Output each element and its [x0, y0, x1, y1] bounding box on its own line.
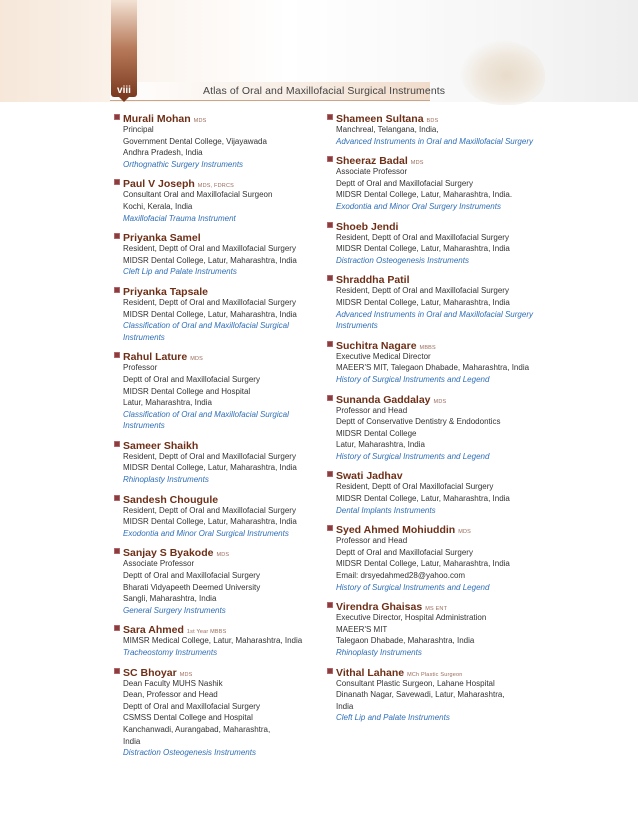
contributor-affiliation: MIDSR Dental College [336, 428, 417, 438]
bullet-icon [327, 222, 333, 228]
contributor-chapter: Cleft Lip and Palate Instruments [123, 267, 237, 277]
contributor-affiliation: Kanchanwadi, Aurangabad, Maharashtra, [123, 724, 271, 734]
contributor-entry [336, 468, 566, 516]
contributor-affiliation: Latur, Maharashtra, India [123, 398, 212, 408]
contributor-affiliation: Associate Professor [123, 559, 195, 569]
contributor-degree: MDS [179, 671, 193, 678]
contributor-heading [336, 338, 566, 351]
contributor-chapter: Distraction Osteogenesis Instruments [123, 748, 256, 758]
header-rule [110, 100, 430, 101]
contributor-degree: MDS, FDRCS [197, 183, 235, 190]
contributor-chapter: Distraction Osteogenesis Instruments [336, 255, 469, 265]
bullet-icon [327, 341, 333, 347]
bullet-icon [327, 114, 333, 120]
contributor-heading [336, 522, 566, 535]
contributor-heading [123, 622, 317, 635]
contributor-chapter: General Surgery Instruments [123, 605, 226, 615]
bullet-icon [114, 495, 120, 501]
contributor-entry [123, 349, 317, 432]
contributor-affiliation: Deptt of Oral and Maxillofacial Surgery [123, 374, 260, 384]
bullet-icon [327, 275, 333, 281]
bullet-icon [327, 156, 333, 162]
contributor-entry [123, 665, 317, 759]
contributor-heading [336, 392, 566, 405]
contributor-affiliation: Deptt of Oral and Maxillofacial Surgery [123, 701, 260, 711]
contributor-affiliation: MIDSR Dental College, Latur, Maharashtra, India [336, 494, 510, 504]
contributor-affiliation: MAEER'S MIT, Talegaon Dhabade, Maharashtra, India [336, 363, 530, 373]
contributor-chapter: Classification of Oral and Maxillofacial Surgical Instruments [123, 409, 289, 431]
page-number: viii [117, 85, 131, 96]
contributor-name: Sanjay S Byakode [123, 547, 214, 560]
bullet-icon [114, 233, 120, 239]
book-title: Atlas of Oral and Maxillofacial Surgical Instruments [203, 85, 446, 97]
contributor-degree: 1st Year MBBS [186, 629, 227, 636]
contributor-chapter: Orthognathic Surgery Instruments [123, 159, 244, 169]
contributor-affiliation: Resident, Deptt of Oral Maxillofacial Surgery [336, 482, 494, 492]
contributor-affiliation: India [123, 736, 141, 746]
contributor-entry [123, 111, 317, 170]
contributor-name: Priyanka Tapsale [123, 285, 209, 298]
contributor-affiliation: Professor [123, 363, 158, 373]
contributor-heading [336, 219, 566, 232]
contributor-chapter: Tracheostomy Instruments [123, 648, 218, 657]
contributor-entry [336, 599, 566, 658]
contributor-affiliation: MIDSR Dental College, Latur, Maharashtra, India [336, 244, 510, 254]
contributor-affiliation: CSMSS Dental College and Hospital [123, 713, 253, 723]
contributor-affiliation: MIDSR Dental College, Latur, Maharashtra, India [123, 309, 297, 319]
contributor-name: Sameer Shaikh [123, 439, 199, 452]
contributor-degree: MDS [190, 356, 204, 363]
contributor-affiliation: Government Dental College, Vijayawada [123, 136, 267, 146]
contributor-chapter: Dental Implants Instruments [336, 505, 436, 515]
bullet-icon [114, 179, 120, 185]
contributor-degree: MDS [458, 529, 472, 536]
contributor-name: Syed Ahmed Mohiuddin [336, 524, 456, 537]
contributor-name: Shoeb Jendi [336, 220, 399, 233]
contributor-affiliation: MIDSR Dental College, Latur, Maharashtra, India. [336, 190, 513, 200]
page-number-tab [111, 0, 137, 97]
contributor-name: Virendra Ghaisas [336, 601, 423, 614]
contributor-affiliation: Consultant Oral and Maxillofacial Surgeon [123, 190, 273, 200]
contributor-affiliation: Resident, Deptt of Oral and Maxillofacial Surgery [123, 244, 296, 254]
contributor-entry [123, 176, 317, 224]
contributor-affiliation: Professor and Head [336, 405, 408, 415]
bullet-icon [327, 602, 333, 608]
contributor-degree: BDS [426, 118, 439, 124]
contributor-affiliation: Sangli, Maharashtra, India [123, 594, 217, 604]
contributor-affiliation: Kochi, Kerala, India [123, 201, 193, 211]
contributors-right-column [336, 111, 566, 724]
contributor-heading [123, 545, 317, 558]
contributor-entry [336, 522, 566, 593]
contributor-degree: MCh Plastic Surgeon [407, 671, 463, 678]
bullet-icon [114, 548, 120, 554]
contributor-degree: MDS [216, 552, 230, 559]
contributor-affiliation: Deptt of Oral and Maxillofacial Surgery [336, 178, 473, 188]
bullet-icon [327, 471, 333, 477]
contributor-heading [336, 153, 566, 166]
contributor-entry [336, 153, 566, 212]
contributor-chapter: Rhinoplasty Instruments [336, 648, 422, 657]
contributor-heading [123, 111, 317, 124]
contributor-affiliation: Principal [123, 125, 154, 134]
contributor-entry [123, 230, 317, 278]
contributor-affiliation: Deptt of Oral and Maxillofacial Surgery [123, 571, 260, 581]
contributor-chapter: Advanced Instruments in Oral and Maxillofacial Surgery [336, 136, 533, 146]
contributor-affiliation: MIDSR Dental College, Latur, Maharashtra, India [336, 297, 510, 307]
bullet-icon [327, 525, 333, 531]
contributor-name: Swati Jadhav [336, 470, 403, 483]
contributor-affiliation: Latur, Maharashtra, India [336, 440, 425, 450]
contributor-affiliation: Bharati Vidyapeeth Deemed University [123, 582, 261, 592]
contributor-degree: MDS [193, 118, 207, 124]
contributor-entry [336, 272, 566, 331]
contributor-affiliation: Manchreal, Telangana, India, [336, 125, 439, 134]
contributor-affiliation: MIDSR Dental College, Latur, Maharashtra, India [123, 517, 297, 527]
bullet-icon [327, 395, 333, 401]
bullet-icon [114, 287, 120, 293]
contributor-affiliation: MIDSR Dental College, Latur, Maharashtra, India [336, 559, 510, 569]
contributor-entry [336, 111, 566, 147]
bullet-icon [114, 625, 120, 631]
contributor-heading [336, 599, 566, 612]
bullet-icon [114, 668, 120, 674]
contributor-heading [123, 284, 317, 297]
contributor-affiliation: Executive Medical Director [336, 351, 431, 361]
contributor-name: Sheeraz Badal [336, 155, 408, 168]
contributor-name: Sandesh Chougule [123, 493, 219, 506]
contributor-chapter: Advanced Instruments in Oral and Maxillofacial Surgery Instruments [336, 309, 533, 331]
contributor-heading [336, 111, 566, 124]
contributor-heading [123, 176, 317, 189]
contributor-chapter: Exodontia and Minor Oral Surgery Instruments [336, 201, 501, 211]
contributor-degree: MBBS [419, 344, 436, 351]
bullet-icon [114, 114, 120, 120]
contributor-affiliation: Resident, Deptt of Oral and Maxillofacial Surgery [336, 232, 509, 242]
contributor-name: SC Bhoyar [123, 666, 177, 679]
contributor-heading [123, 349, 317, 362]
contributor-name: Suchitra Nagare [336, 339, 417, 352]
contributor-chapter: Maxillofacial Trauma Instrument [123, 213, 236, 223]
bullet-icon [114, 352, 120, 358]
contributor-chapter: Classification of Oral and Maxillofacial Surgical Instruments [123, 321, 289, 342]
contributor-affiliation: Email: drsyedahmed28@yahoo.com [336, 571, 466, 581]
contributor-chapter: History of Surgical Instruments and Legend [336, 374, 490, 384]
contributor-entry [123, 545, 317, 616]
contributor-heading [123, 438, 317, 451]
contributor-affiliation: Deptt of Conservative Dentistry & Endodontics [336, 417, 501, 427]
contributor-name: Priyanka Samel [123, 232, 201, 245]
contributor-heading [336, 468, 566, 481]
contributor-heading [336, 665, 566, 678]
contributor-chapter: Cleft Lip and Palate Instruments [336, 713, 450, 723]
contributor-heading [123, 230, 317, 243]
contributor-chapter: History of Surgical Instruments and Legend [336, 451, 490, 461]
contributor-affiliation: Resident, Deptt of Oral and Maxillofacial Surgery [123, 451, 296, 461]
contributor-entry [123, 622, 317, 658]
contributor-affiliation: India [336, 701, 354, 711]
contributor-name: Rahul Lature [123, 351, 188, 364]
contributor-name: Murali Mohan [123, 113, 191, 125]
contributor-name: Sunanda Gaddalay [336, 393, 431, 406]
contributor-entry [123, 492, 317, 540]
contributor-affiliation: Resident, Deptt of Oral and Maxillofacial Surgery [336, 286, 509, 296]
contributor-affiliation: Andhra Pradesh, India [123, 148, 203, 158]
contributor-name: Vithal Lahane [336, 666, 405, 679]
contributor-heading [123, 665, 317, 678]
contributor-heading [336, 272, 566, 285]
contributor-name: Shraddha Patil [336, 274, 410, 287]
contributor-affiliation: MAEER'S MIT [336, 624, 388, 634]
contributor-entry [336, 219, 566, 267]
contributor-entry [123, 438, 317, 486]
contributor-affiliation: MIMSR Medical College, Latur, Maharashtra, India [123, 636, 303, 646]
contributor-affiliation: Executive Director, Hospital Administration [336, 613, 487, 623]
contributor-chapter: Exodontia and Minor Oral Surgical Instruments [123, 528, 289, 538]
contributors-left-column [123, 111, 317, 759]
contributor-degree: MS ENT [425, 606, 448, 613]
contributor-affiliation: Associate Professor [336, 167, 408, 177]
contributor-entry [123, 284, 317, 343]
contributor-name: Sara Ahmed [123, 624, 184, 637]
contributor-affiliation: Professor and Head [336, 536, 408, 546]
contributor-affiliation: Resident, Deptt of Oral and Maxillofacial Surgery [123, 505, 296, 515]
contributor-affiliation: Consultant Plastic Surgeon, Lahane Hospital [336, 678, 495, 688]
contributor-affiliation: Dean, Professor and Head [123, 690, 218, 700]
contributor-affiliation: Dinanath Nagar, Savewadi, Latur, Maharashtra, [336, 690, 505, 700]
contributor-chapter: Rhinoplasty Instruments [123, 475, 209, 485]
contributor-affiliation: Resident, Deptt of Oral and Maxillofacial Surgery [123, 297, 296, 307]
contributor-entry [336, 665, 566, 724]
contributor-affiliation: MIDSR Dental College and Hospital [123, 386, 251, 396]
contributor-affiliation: Talegaon Dhabade, Maharashtra, India [336, 636, 475, 646]
contributor-name: Paul V Joseph [123, 178, 195, 191]
contributor-affiliation: MIDSR Dental College, Latur, Maharashtra, India [123, 463, 297, 473]
contributor-affiliation: Dean Faculty MUHS Nashik [123, 678, 223, 688]
contributor-affiliation: Deptt of Oral and Maxillofacial Surgery [336, 547, 473, 557]
bullet-icon [114, 441, 120, 447]
contributor-degree: MDS [433, 398, 447, 405]
contributor-name: Shameen Sultana [336, 113, 424, 125]
contributor-entry [336, 338, 566, 386]
contributor-degree: MDS [410, 160, 424, 167]
contributor-affiliation: MIDSR Dental College, Latur, Maharashtra, India [123, 255, 297, 265]
bullet-icon [327, 668, 333, 674]
contributor-heading [123, 492, 317, 505]
contributor-chapter: History of Surgical Instruments and Legend [336, 582, 490, 592]
contributor-entry [336, 392, 566, 463]
